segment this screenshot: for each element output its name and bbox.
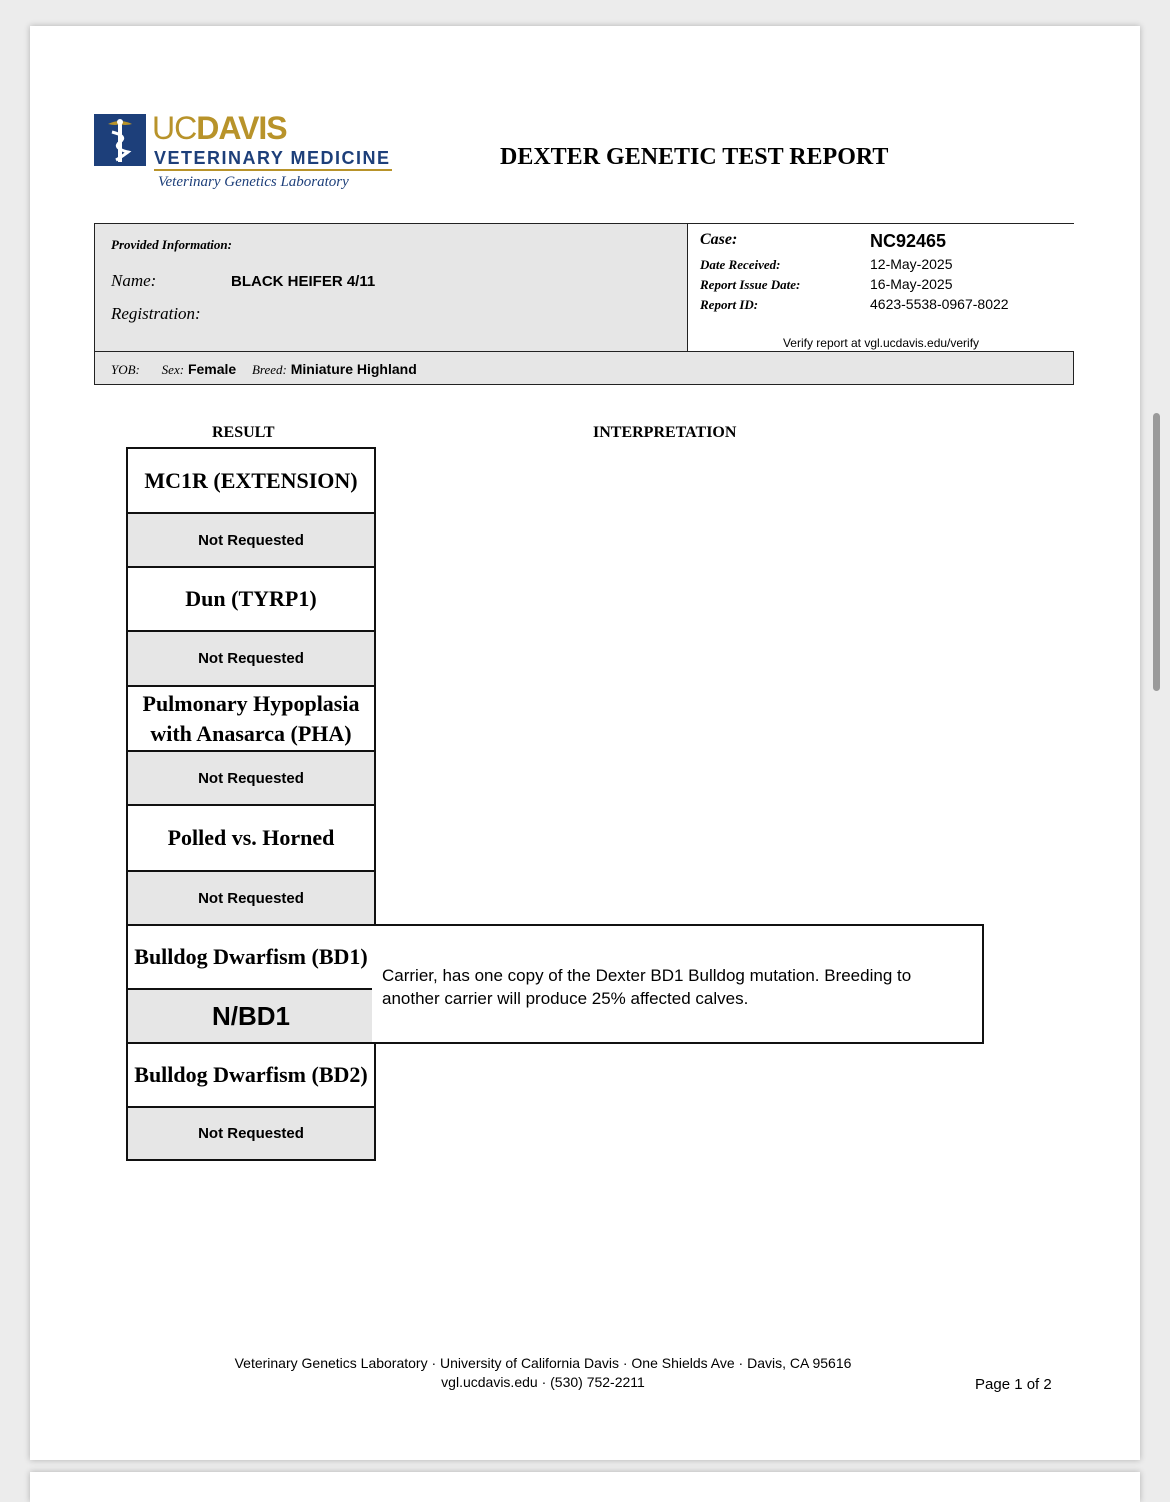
registration-label: Registration: [111, 304, 201, 323]
footer-address: Veterinary Genetics Laboratory · University of California Davis · One Shields Ave · Davis, CA 95616 [234, 1355, 852, 1371]
test-name: Dun (TYRP1) [128, 568, 374, 632]
sex-label: Sex: [161, 362, 185, 377]
page-number: Page 1 of 2 [975, 1376, 1052, 1393]
footer [210, 1354, 876, 1392]
animal-info-row [95, 351, 1073, 385]
logo-rule [154, 169, 392, 171]
breed-label: Breed: [251, 362, 287, 377]
test-name: Polled vs. Horned [128, 806, 374, 872]
report-page [30, 26, 1140, 1460]
next-page-edge [30, 1472, 1140, 1502]
info-box [94, 223, 1074, 385]
interpretation-box-bd1 [372, 924, 984, 1044]
logo-wordmark [152, 110, 287, 146]
sex-value: Female [187, 361, 237, 377]
vertical-scrollbar[interactable] [1153, 413, 1160, 691]
logo-lab-name: Veterinary Genetics Laboratory [158, 174, 349, 190]
test-name: MC1R (EXTENSION) [128, 449, 374, 514]
date-received-value: 12-May-2025 [870, 256, 953, 272]
report-id-label: Report ID: [700, 297, 759, 312]
results-table [126, 447, 376, 1161]
issue-date-value: 16-May-2025 [870, 276, 953, 292]
report-title: DEXTER GENETIC TEST REPORT [500, 144, 889, 170]
test-result: Not Requested [128, 514, 374, 568]
test-result: Not Requested [128, 1108, 374, 1161]
provided-info-label: Provided Information: [111, 237, 232, 252]
test-name: Bulldog Dwarfism (BD2) [128, 1044, 374, 1108]
case-info-panel [687, 224, 1074, 351]
logo-uc: UC [152, 110, 197, 146]
interpretation-text: Carrier, has one copy of the Dexter BD1 Bulldog mutation. Breeding to another carrier will produce 25% affected calves. [382, 966, 912, 1008]
ucdavis-logo [94, 110, 414, 194]
issue-date-label: Report Issue Date: [700, 277, 801, 292]
test-result: Not Requested [128, 632, 374, 687]
report-id-value: 4623-5538-0967-8022 [870, 296, 1009, 312]
test-name: Pulmonary Hypoplasia with Anasarca (PHA) [128, 687, 374, 752]
interpretation-column-header: INTERPRETATION [593, 424, 737, 441]
test-name: Bulldog Dwarfism (BD1) [128, 926, 374, 990]
case-label: Case: [700, 231, 738, 248]
name-label: Name: [111, 271, 157, 290]
case-value: NC92465 [870, 231, 947, 251]
logo-vet-med: VETERINARY MEDICINE [154, 148, 391, 168]
provided-info-panel [95, 224, 687, 351]
yob-label: YOB: [111, 362, 140, 377]
verify-link[interactable]: Verify report at vgl.ucdavis.edu/verify [782, 336, 980, 350]
test-result: Not Requested [128, 872, 374, 926]
test-result: N/BD1 [128, 990, 374, 1044]
footer-contact: vgl.ucdavis.edu · (530) 752-2211 [441, 1374, 645, 1390]
date-received-label: Date Received: [700, 257, 781, 272]
logo-davis: DAVIS [196, 110, 287, 146]
name-value: BLACK HEIFER 4/11 [231, 273, 376, 290]
caduceus-seal-icon [94, 114, 146, 166]
breed-value: Miniature Highland [290, 361, 417, 377]
test-result: Not Requested [128, 752, 374, 806]
result-column-header: RESULT [212, 424, 275, 441]
